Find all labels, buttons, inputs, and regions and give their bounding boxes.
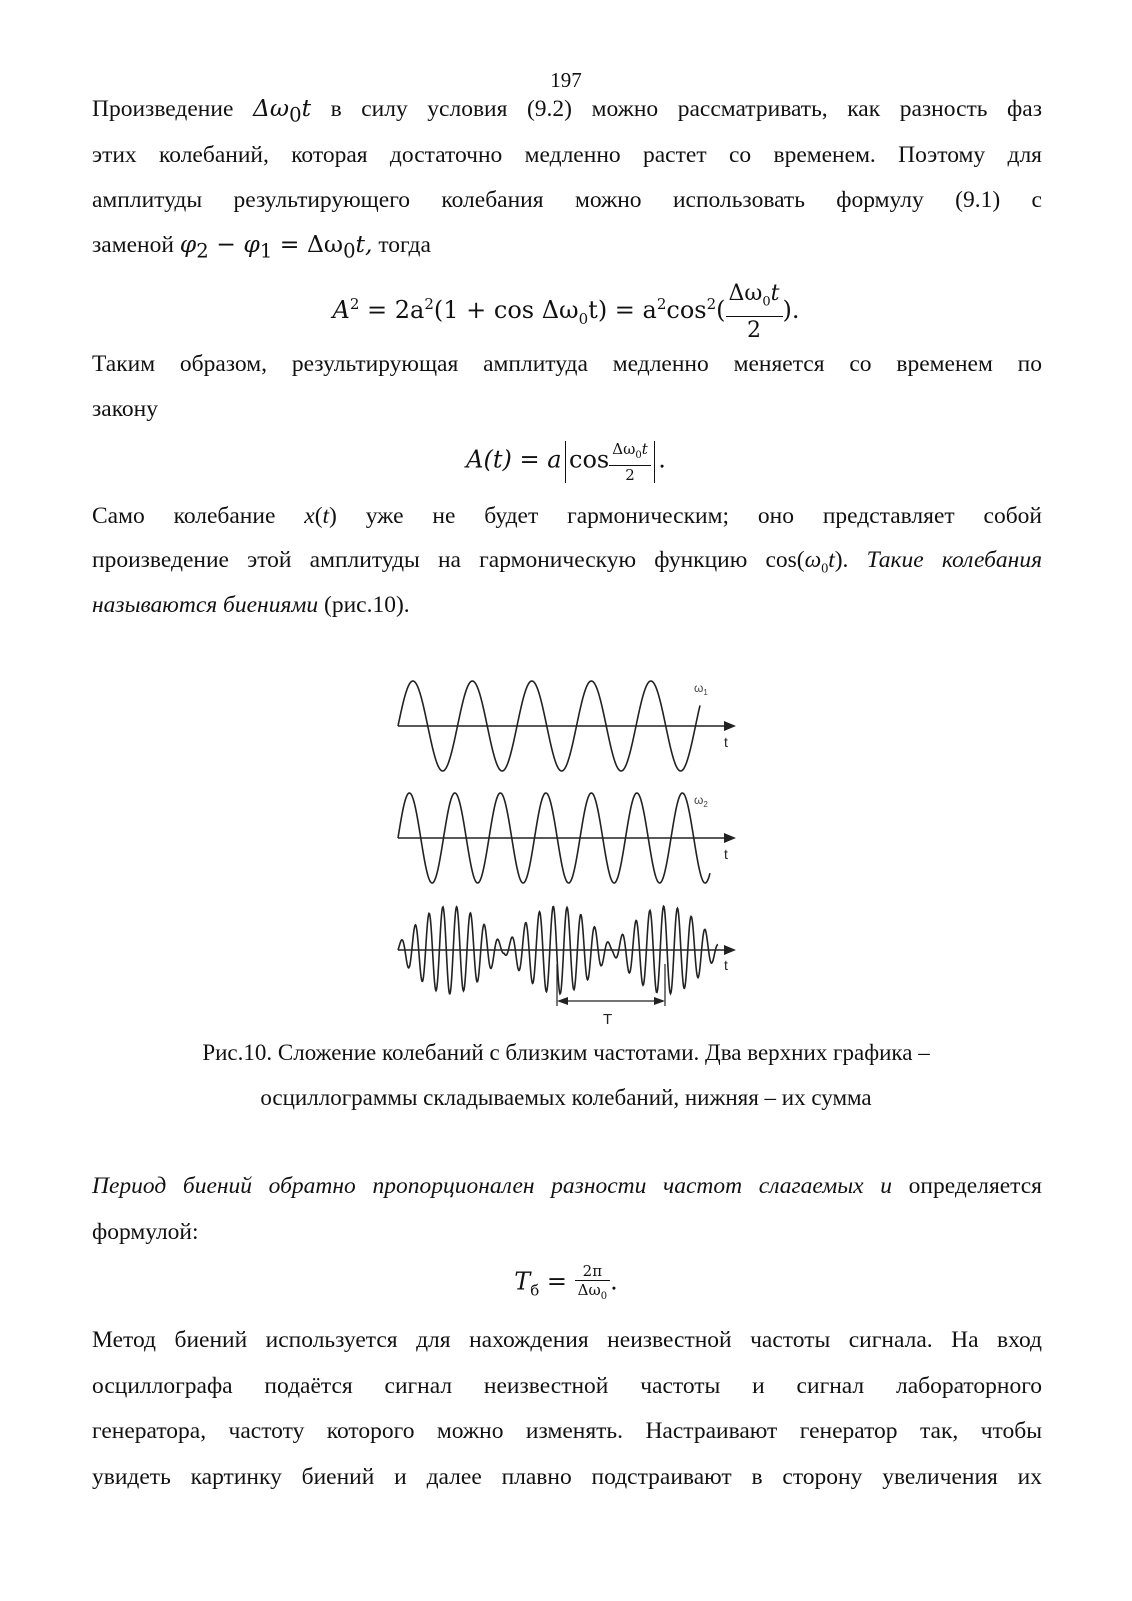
para4-line1: Период биений обратно пропорционален разности частот слагаемых и определяется <box>92 1173 1042 1199</box>
t-label-2: t <box>724 846 728 862</box>
axis-t-1 <box>398 681 736 750</box>
para1-line1: Произведение $\Delta\omega_0t$ в силу условия (9.2) можно рассматривать, как разность фаз <box>92 94 1042 127</box>
para3-line1: Само колебание x(t) уже не будет гармоническим; оно представляет собой <box>92 503 1042 529</box>
formula-amplitude-time: A(t) = a cos $\frac{\Delta\omega_0t}{2}$ . <box>466 440 666 484</box>
omega2-label: $\omega_2$ <box>694 793 708 809</box>
para4-line2: формулой: <box>92 1219 199 1245</box>
page-number: 197 <box>550 68 582 92</box>
para5-line2: осциллографа подаётся сигнал неизвестной частоты и сигнал лабораторного <box>92 1373 1042 1399</box>
fraction: $\frac{2\pi}{\Delta\omega_0}$ <box>575 1262 610 1306</box>
axis-t-2 <box>398 793 736 862</box>
t-label-1: t <box>724 734 728 750</box>
para5-line4: увидеть картинку биений и далее плавно подстраивают в сторону увеличения их <box>92 1464 1042 1490</box>
para1-line3: амплитуды результирующего колебания можно использовать формулу (9.1) с <box>92 187 1042 213</box>
para5-line1: Метод биений используется для нахождения неизвестной частоты сигнала. На вход <box>92 1327 1042 1353</box>
formula-amplitude-squared: $A^2 = 2a^2(1 + \cos \Delta\omega_0t) = a^2\cos^2$( $\frac{\Delta\omega_0t}{2}$ ). <box>332 281 800 344</box>
para5-line3: генератора, частоту которого можно изменять. Настраивают генератор так, чтобы <box>92 1418 1042 1444</box>
para1-line4: заменой $\varphi_2 - \varphi_1 = \Delta\omega_0t$, тогда <box>92 230 431 263</box>
omega1-label: $\omega_1$ <box>694 681 708 697</box>
axis-t-3 <box>398 945 736 973</box>
formula-beat-period: $T_б$ = $\frac{2\pi}{\Delta\omega_0}$ . <box>0 1262 1132 1306</box>
para2-line2: закону <box>92 396 159 422</box>
para1-line2: этих колебаний, которая достаточно медленно растет со временем. Поэтому для <box>92 142 1042 168</box>
fraction: $\frac{\Delta\omega_0t}{2}$ <box>726 280 783 345</box>
para3-line3: называются биениями (рис.10). <box>92 592 410 618</box>
figure-caption-line1: Рис.10. Сложение колебаний с близким частотами. Два верхних графика – <box>202 1040 930 1065</box>
para2-line1: Таким образом, результирующая амплитуда медленно меняется со временем по <box>92 351 1042 377</box>
period-marker <box>557 964 665 1028</box>
beats-figure <box>390 672 770 1032</box>
abs-bar-left <box>565 441 567 483</box>
para3-line2: произведение этой амплитуды на гармоническую функцию $\cos(\omega_0t)$. Такие колебания <box>92 547 1042 577</box>
figure-caption-line2: осциллограммы складываемых колебаний, нижняя – их сумма <box>260 1085 872 1110</box>
period-label: T <box>603 1011 613 1028</box>
abs-bar-right <box>654 441 656 483</box>
fraction: $\frac{\Delta\omega_0t}{2}$ <box>609 440 650 484</box>
t-label-3: t <box>724 957 728 973</box>
